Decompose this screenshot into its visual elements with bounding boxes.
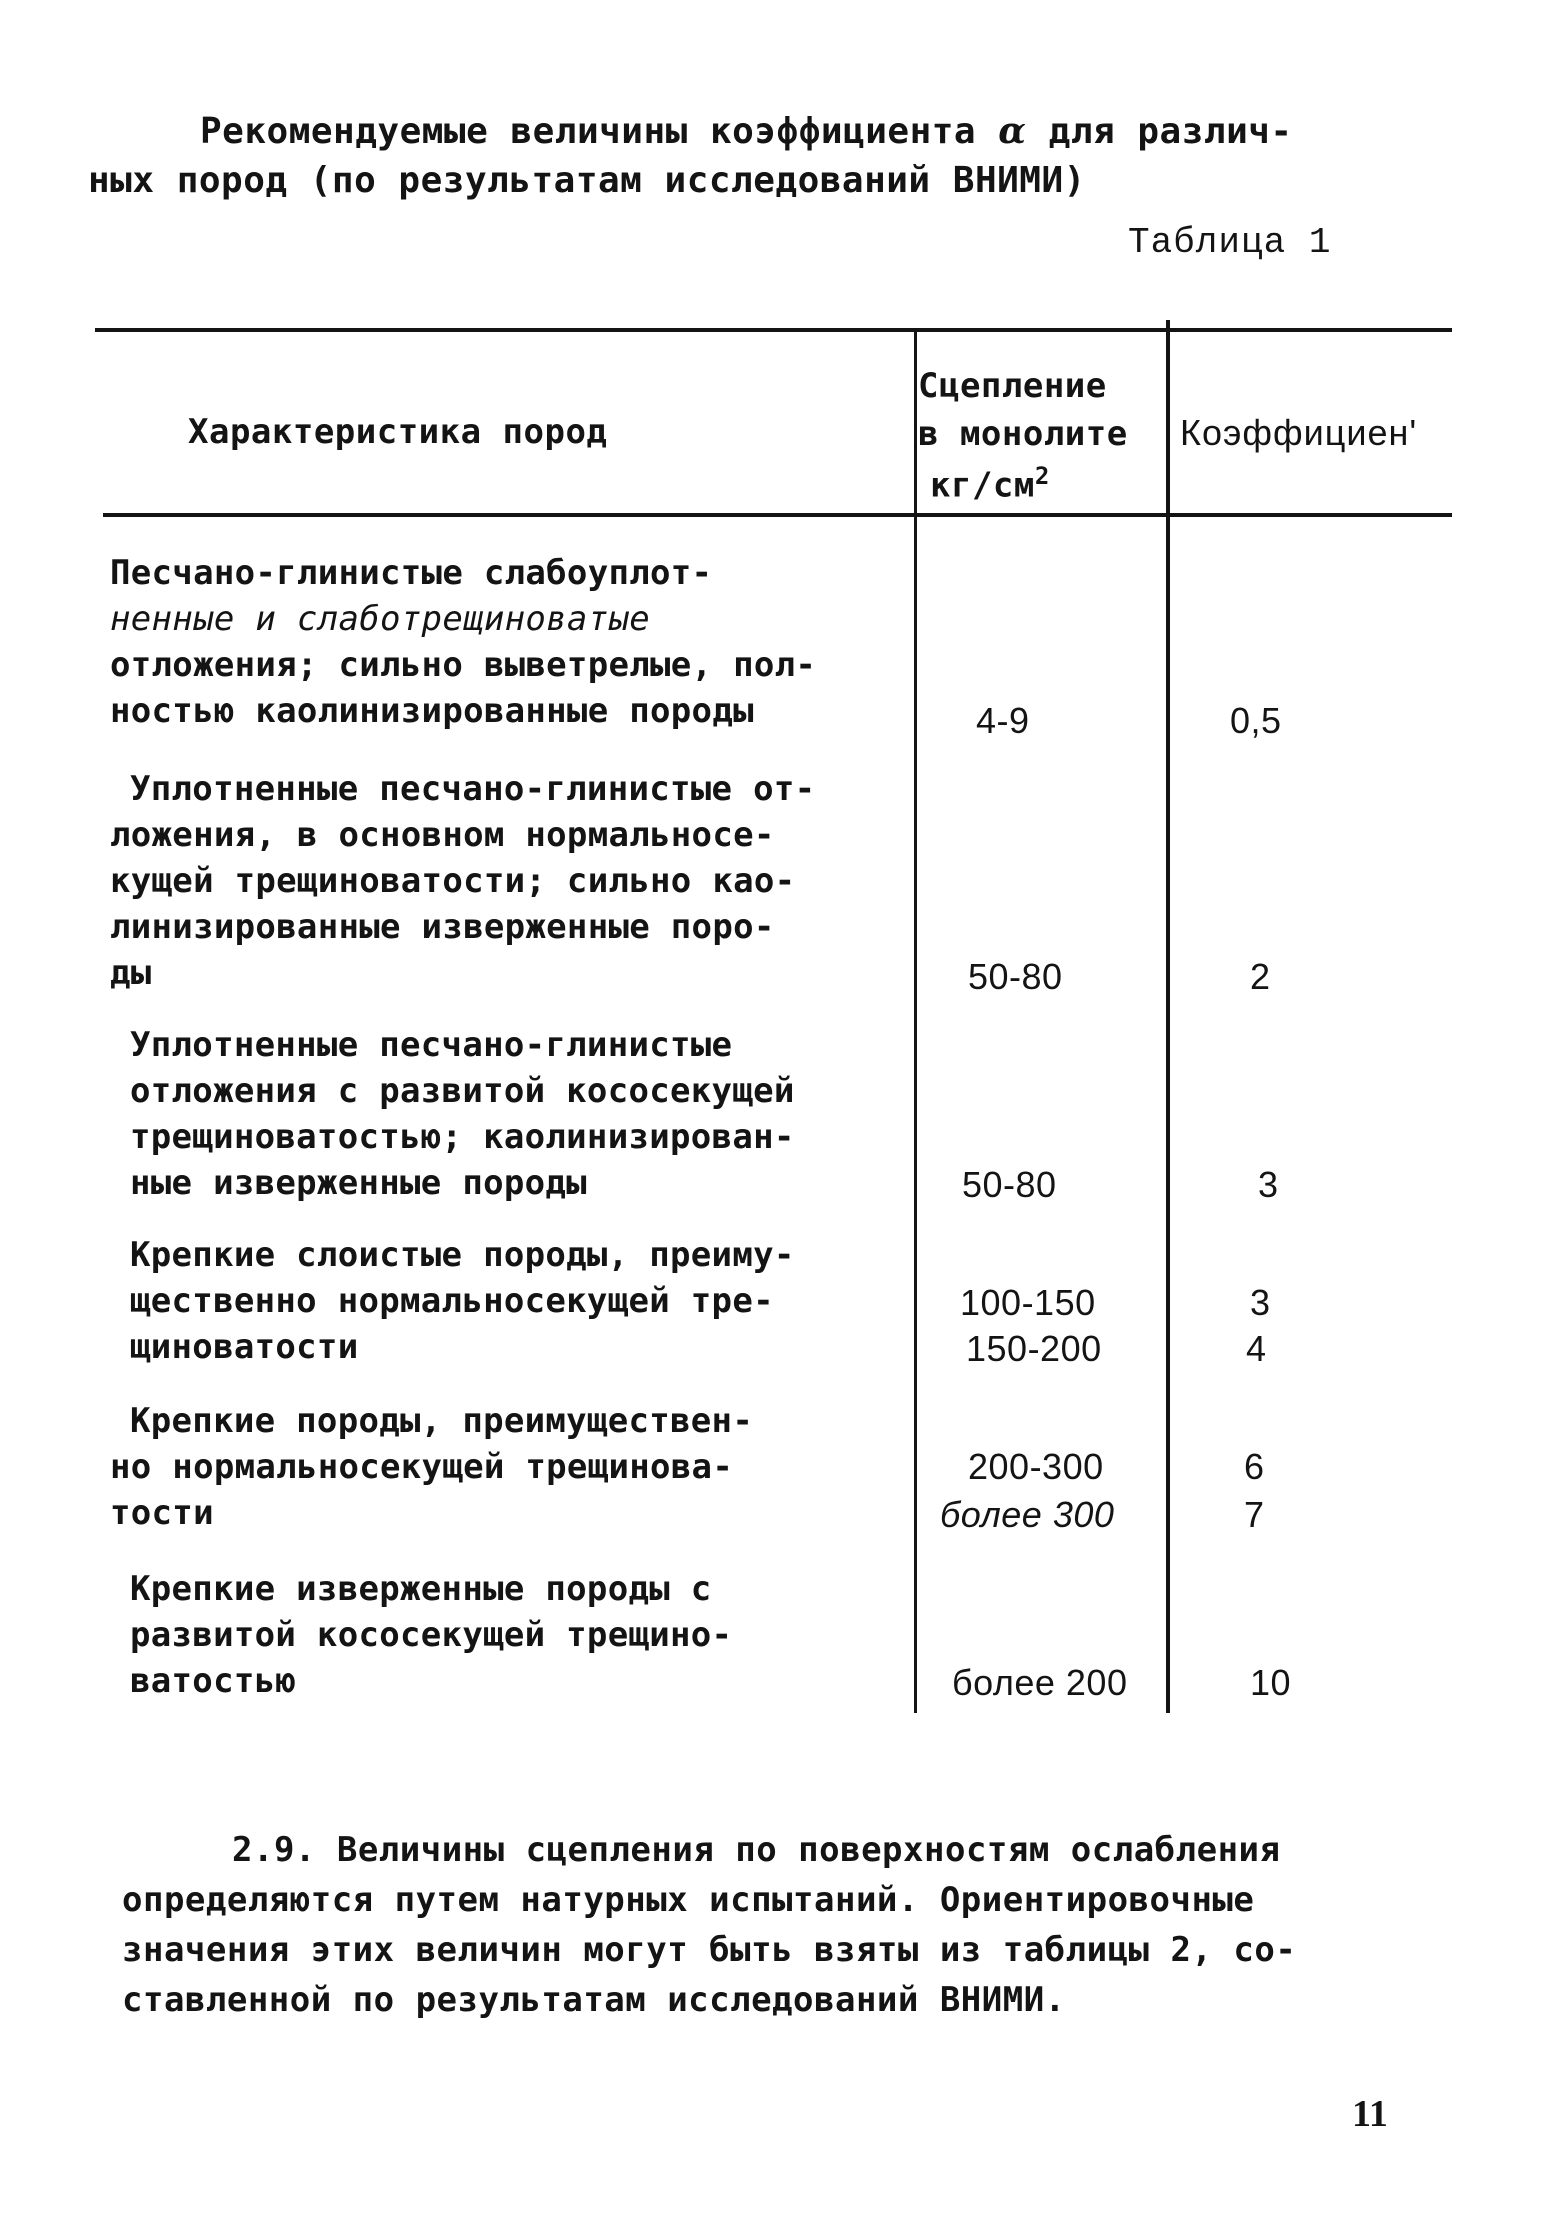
row-4-coefficient-1: 3 xyxy=(1250,1282,1271,1323)
row-4-cohesion-2: 150-200 xyxy=(966,1328,1102,1369)
row-5-coefficient-2: 7 xyxy=(1244,1494,1265,1535)
table-row-2-description xyxy=(110,766,815,996)
paragraph-line-4: ставленной по результатам исследований ВНИМИ. xyxy=(122,1980,1066,2020)
caption-line-1 xyxy=(200,110,1293,152)
row-2-line-1: Уплотненные песчано-глинистые от- xyxy=(130,769,816,809)
caption-text-a: Рекомендуемые величины коэффициента xyxy=(200,111,977,152)
row-2-coefficient: 2 xyxy=(1250,956,1271,997)
table-row-5-description xyxy=(110,1398,754,1536)
row-2-line-3: кущей трещиноватости; сильно као- xyxy=(110,861,796,901)
header-cohesion-line2: в монолите xyxy=(918,414,1128,454)
row-5-coefficient-1: 6 xyxy=(1244,1446,1265,1487)
row-6-coefficient: 10 xyxy=(1250,1662,1292,1703)
header-characteristics: Характеристика пород xyxy=(188,412,608,452)
paragraph-line-1: 2.9. Величины сцепления по поверхностям ослабления xyxy=(232,1830,1281,1870)
row-6-line-2: развитой кососекущей трещино- xyxy=(130,1615,733,1655)
row-1-cohesion: 4-9 xyxy=(976,700,1030,741)
row-4-cohesion-1: 100-150 xyxy=(960,1282,1096,1323)
row-3-cohesion: 50-80 xyxy=(962,1164,1057,1205)
row-4-coefficient-2: 4 xyxy=(1246,1328,1267,1369)
row-5-line-2: но нормальносекущей трещинова- xyxy=(110,1447,734,1487)
row-2-cohesion: 50-80 xyxy=(968,956,1063,997)
row-1-line-4: ностью каолинизированные породы xyxy=(110,691,754,731)
row-1-coefficient: 0,5 xyxy=(1230,700,1282,741)
row-6-line-1: Крепкие изверженные породы с xyxy=(130,1569,712,1609)
row-2-line-4: линизированные изверженные поро- xyxy=(110,907,775,947)
row-4-line-3: щиноватости xyxy=(130,1327,359,1367)
row-2-line-5: ды xyxy=(110,953,152,993)
row-3-coefficient: 3 xyxy=(1258,1164,1279,1205)
row-3-line-3: трещиноватостью; каолинизирован- xyxy=(130,1117,795,1157)
table-row-6-description xyxy=(130,1566,732,1704)
table-row-1-description xyxy=(110,550,816,734)
row-4-line-2: щественно нормальносекущей тре- xyxy=(130,1281,774,1321)
table-row-4-description xyxy=(130,1232,795,1370)
row-1-line-1: Песчано-глинистые слабоуплот- xyxy=(110,553,713,593)
paragraph-line-3: значения этих величин могут быть взяты из таблицы 2, со- xyxy=(122,1930,1297,1970)
row-3-line-1: Уплотненные песчано-глинистые xyxy=(130,1025,733,1065)
row-2-line-2: ложения, в основном нормальносе- xyxy=(110,815,775,855)
page-number: 11 xyxy=(1352,2093,1388,2135)
caption-line-2: ных пород (по результатам исследований ВНИМИ) xyxy=(88,160,1086,201)
row-5-cohesion-1: 200-300 xyxy=(968,1446,1104,1487)
table-label: Таблица 1 xyxy=(1128,222,1332,263)
row-6-cohesion: более 200 xyxy=(952,1662,1128,1703)
row-6-line-3: ватостью xyxy=(130,1661,297,1701)
header-cohesion-line1: Сцепление xyxy=(918,366,1107,406)
row-5-cohesion-2: более 300 xyxy=(940,1494,1115,1535)
header-coefficient: Коэффициен' xyxy=(1180,412,1418,453)
row-3-line-2: отложения с развитой кососекущей xyxy=(130,1071,795,1111)
header-units-sup: 2 xyxy=(1034,462,1050,490)
alpha-symbol: α xyxy=(998,110,1027,152)
table-row-3-description xyxy=(130,1022,795,1206)
table-col-divider-2 xyxy=(1166,320,1170,1713)
paragraph-line-2: определяются путем натурных испытаний. Ориентировочные xyxy=(122,1880,1255,1920)
row-4-line-1: Крепкие слоистые породы, преиму- xyxy=(130,1235,795,1275)
row-5-line-1: Крепкие породы, преимуществен- xyxy=(130,1401,754,1441)
table-header-rule xyxy=(103,513,1452,517)
table-col-divider-1 xyxy=(914,328,917,1713)
row-1-line-3: отложения; сильно выветрелые, пол- xyxy=(110,645,817,685)
header-cohesion-units xyxy=(930,462,1050,505)
row-3-line-4: ные изверженные породы xyxy=(130,1163,587,1203)
row-1-line-2: ненные и слаботрещиноватые xyxy=(110,599,651,639)
table-top-rule xyxy=(95,328,1452,332)
caption-text-b: для различ- xyxy=(1048,111,1293,152)
header-units-text: кг/см xyxy=(930,465,1035,506)
row-5-line-3: тости xyxy=(110,1493,214,1533)
